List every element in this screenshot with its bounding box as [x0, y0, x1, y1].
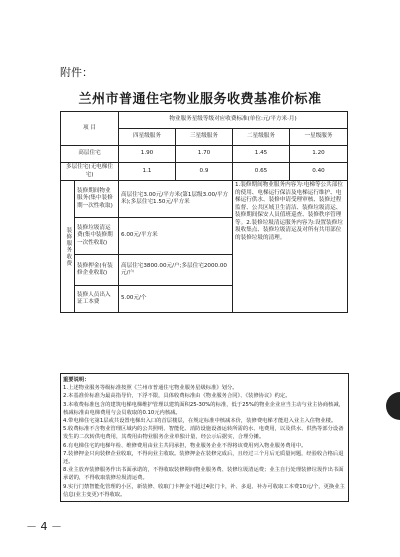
note-line: 8.业主放弃装修服务作出书面承诺的，不得收取装修期间物业服务费、装修垃圾清运费；业主自行处理装修垃圾作出书面承诺的，不得收取装修垃圾清运费。: [63, 467, 344, 482]
row-label: 多层住宅(无电梯住宅): [61, 163, 119, 181]
table-cell: 1.1: [119, 163, 176, 181]
note-line: 1.上述物业服务等级标准按照《兰州市普通住宅物业服务星级标准》划分。: [63, 385, 238, 392]
note-line: 3.本收费标准包含的建筑电梯电梯维护管理以建筑面积25-30%的标准，低于25%的物业企业应当主动与业主协商核减，核减标准由电梯费用与会员收取的0.10元内核减。: [63, 401, 344, 416]
table-row: [61, 181, 348, 218]
note-line: 2.本基准价标准为最高指导价，下浮不限，具体收费标准由《物业服务合同》、《装修协议》约定。: [63, 393, 291, 400]
note-line: 6.有电梯住宅的电梯年检、维修费用由业主共同承担，物业服务企业不得将该费用列入物业服务费用中。: [63, 442, 307, 449]
table-cell: 0.65: [233, 163, 290, 181]
note-line: 9.实行门禁智能化管理的小区，新装修、收取门卡押金不超过4张门卡，补、多退、补办可收取工本费10元/个，更换业主信息(业主变更)不得收取。: [63, 483, 345, 498]
notes-heading: 重要说明：: [63, 377, 90, 383]
decor-content: 1.装修期间物业服务内容为:电梯等公共部位的使用、电梯运行保洁及电梯运行维护、电梯运行供水、装修申请受理审核、装修过程监督、公共区域卫生清洁、装修垃圾清运、装修期间保安人员值班巡查、装修秩序管理等。2.装修垃圾清运服务内容为:设置装修垃圾收集点、装修垃圾清运及对所有共用部位的装修垃圾的清理。: [233, 181, 348, 313]
fee-table: [60, 111, 347, 313]
decor-item-value: 6.00元/平方米: [119, 218, 233, 255]
decor-item-value: 5.00元/个: [119, 286, 233, 313]
table-cell: 1.90: [119, 146, 176, 163]
decor-item-label: 装修人员出入证工本费: [75, 286, 119, 313]
notes-box: [60, 373, 349, 502]
table-cell: 0.40: [290, 163, 348, 181]
decor-item-label: 装修垃圾清运费(集中装修期一次性收取): [75, 218, 119, 255]
note-line: 5.收费标准不含物业管理区域内的公共照明、智能化、消防设施设备运转所需的水、电费用，以及供水、供热等部分设备发生的二次转供电费用，其费用由物业服务企业单独计量，经公示后据实，合理分摊。: [63, 426, 344, 441]
table-row: [61, 146, 348, 163]
note-line: 4.带电梯住宅第1层或共设置电梯出入口的首层楼层，在规定标准中核减本价，装修费电梯才能进入业主入住物业楼。: [63, 418, 337, 425]
level-header: 三星级服务: [176, 129, 233, 146]
level-header: 四星级服务: [119, 129, 176, 146]
standard-header: 物业服务星级等级对应收费标准(单位:元/平方米·月): [119, 112, 348, 129]
decor-item-label: 装修押金(有装修企业收取): [75, 255, 119, 286]
page-number: － 4 －: [26, 520, 62, 533]
page-tab-marker: [386, 392, 400, 420]
table-cell: 0.9: [176, 163, 233, 181]
row-label: 高层住宅: [61, 146, 119, 163]
project-header: 项 目: [61, 112, 119, 146]
table-cell: 1.45: [233, 146, 290, 163]
decor-item-value: 高层住宅3800.00元/户;多层住宅2000.00元/户: [119, 255, 233, 286]
decor-item-label: 装修期间物业服务(集中装修期一次性收取): [75, 181, 119, 218]
decor-section-label: 装修服务收费: [61, 181, 75, 313]
note-line: 7.装修押金只向装修企业收取，不得向业主收取。装修押金在装修完成后，且经过三个月后无质量问题，经验收合格后退还。: [63, 450, 344, 466]
document-title: 兰州市普通住宅物业服务收费基准价标准: [78, 92, 322, 107]
table-cell: 1.20: [290, 146, 348, 163]
decor-item-value: 高层住宅3.00元/平方米(第1层级3.00/平方米);多层住宅1.50元/平方米: [119, 181, 233, 218]
table-row: [61, 163, 348, 181]
attachment-label: 附件：: [60, 66, 93, 79]
table-cell: 1.70: [176, 146, 233, 163]
level-header: 一星级服务: [290, 129, 348, 146]
level-header: 二星级服务: [233, 129, 290, 146]
